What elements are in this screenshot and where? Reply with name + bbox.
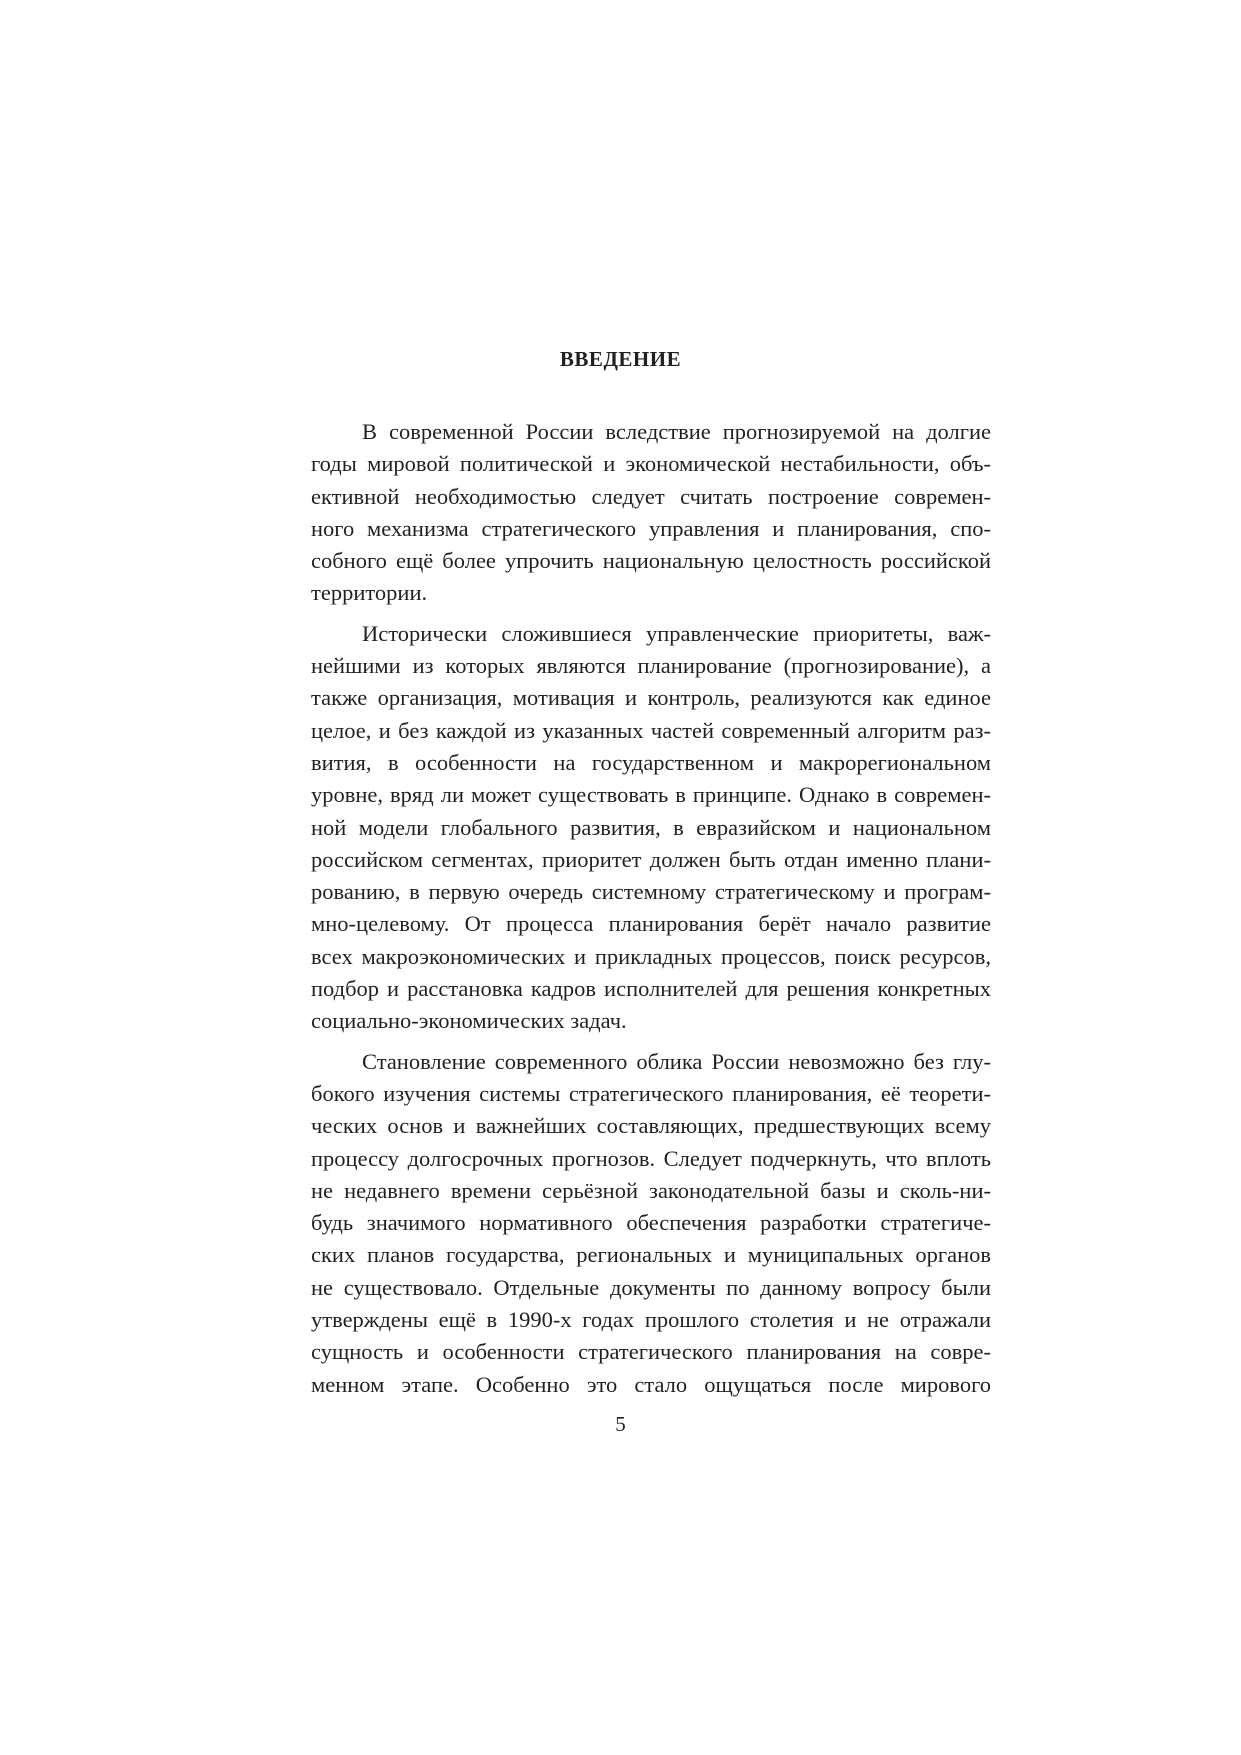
- text-line: ских планов государства, региональных и муниципальных органов: [311, 1242, 991, 1268]
- text-line: целое, и без каждой из указанных частей современный алгоритм раз-: [311, 717, 991, 743]
- text-line: социально-экономических задач.: [311, 1008, 627, 1034]
- text-line: бокого изучения системы стратегического планирования, её теорети-: [311, 1080, 991, 1106]
- text-line: не существовало. Отдельные документы по данному вопросу были: [311, 1274, 991, 1300]
- text-line: ного механизма стратегического управления и планирования, спо-: [311, 515, 991, 541]
- text-line: рованию, в первую очередь системному стратегическому и програм-: [311, 879, 991, 905]
- text-line: сущность и особенности стратегического планирования на совре-: [311, 1339, 991, 1365]
- text-line: ной модели глобального развития, в евразийском и национальном: [311, 814, 991, 840]
- text-line: не недавнего времени серьёзной законодательной базы и сколь-ни-: [311, 1177, 991, 1203]
- text-line: утверждены ещё в 1990-х годах прошлого столетия и не отражали: [311, 1307, 991, 1333]
- text-line: годы мировой политической и экономической нестабильности, объ-: [311, 451, 991, 477]
- body-text: [311, 416, 991, 1401]
- text-line: российском сегментах, приоритет должен быть отдан именно плани-: [311, 846, 991, 872]
- text-line: менном этапе. Особенно это стало ощущаться после мирового: [311, 1371, 991, 1397]
- text-line: ективной необходимостью следует считать построение современ-: [311, 483, 991, 509]
- text-line: Исторически сложившиеся управленческие приоритеты, важ-: [362, 620, 991, 646]
- paragraph: [311, 618, 991, 1038]
- text-line: будь значимого нормативного обеспечения разработки стратегиче-: [311, 1210, 991, 1236]
- text-line: всех макроэкономических и прикладных процессов, поиск ресурсов,: [311, 943, 991, 969]
- page-number: 5: [615, 1412, 626, 1436]
- text-line: В современной России вследствие прогнозируемой на долгие: [362, 419, 991, 444]
- text-line: Становление современного облика России невозможно без глу-: [362, 1048, 991, 1074]
- paragraph: [311, 416, 991, 610]
- text-line: мно-целевому. От процесса планирования берёт начало развитие: [311, 911, 991, 937]
- text-line: нейшими из которых являются планирование (прогнозирование), а: [311, 653, 991, 679]
- text-line: уровне, вряд ли может существовать в принципе. Однако в современ-: [311, 782, 991, 808]
- text-line: также организация, мотивация и контроль, реализуются как единое: [311, 685, 991, 711]
- text-line: ческих основ и важнейших составляющих, предшествующих всему: [311, 1113, 991, 1139]
- text-line: подбор и расстановка кадров исполнителей для решения конкретных: [311, 976, 991, 1002]
- text-line: процессу долгосрочных прогнозов. Следует подчеркнуть, что вплоть: [311, 1145, 991, 1171]
- section-heading: ВВЕДЕНИЕ: [559, 347, 682, 371]
- text-line: собного ещё более упрочить национальную целостность российской: [311, 548, 991, 574]
- text-line: территории.: [311, 580, 428, 606]
- text-line: вития, в особенности на государственном и макрорегиональном: [311, 749, 991, 775]
- paragraph: [311, 1046, 991, 1401]
